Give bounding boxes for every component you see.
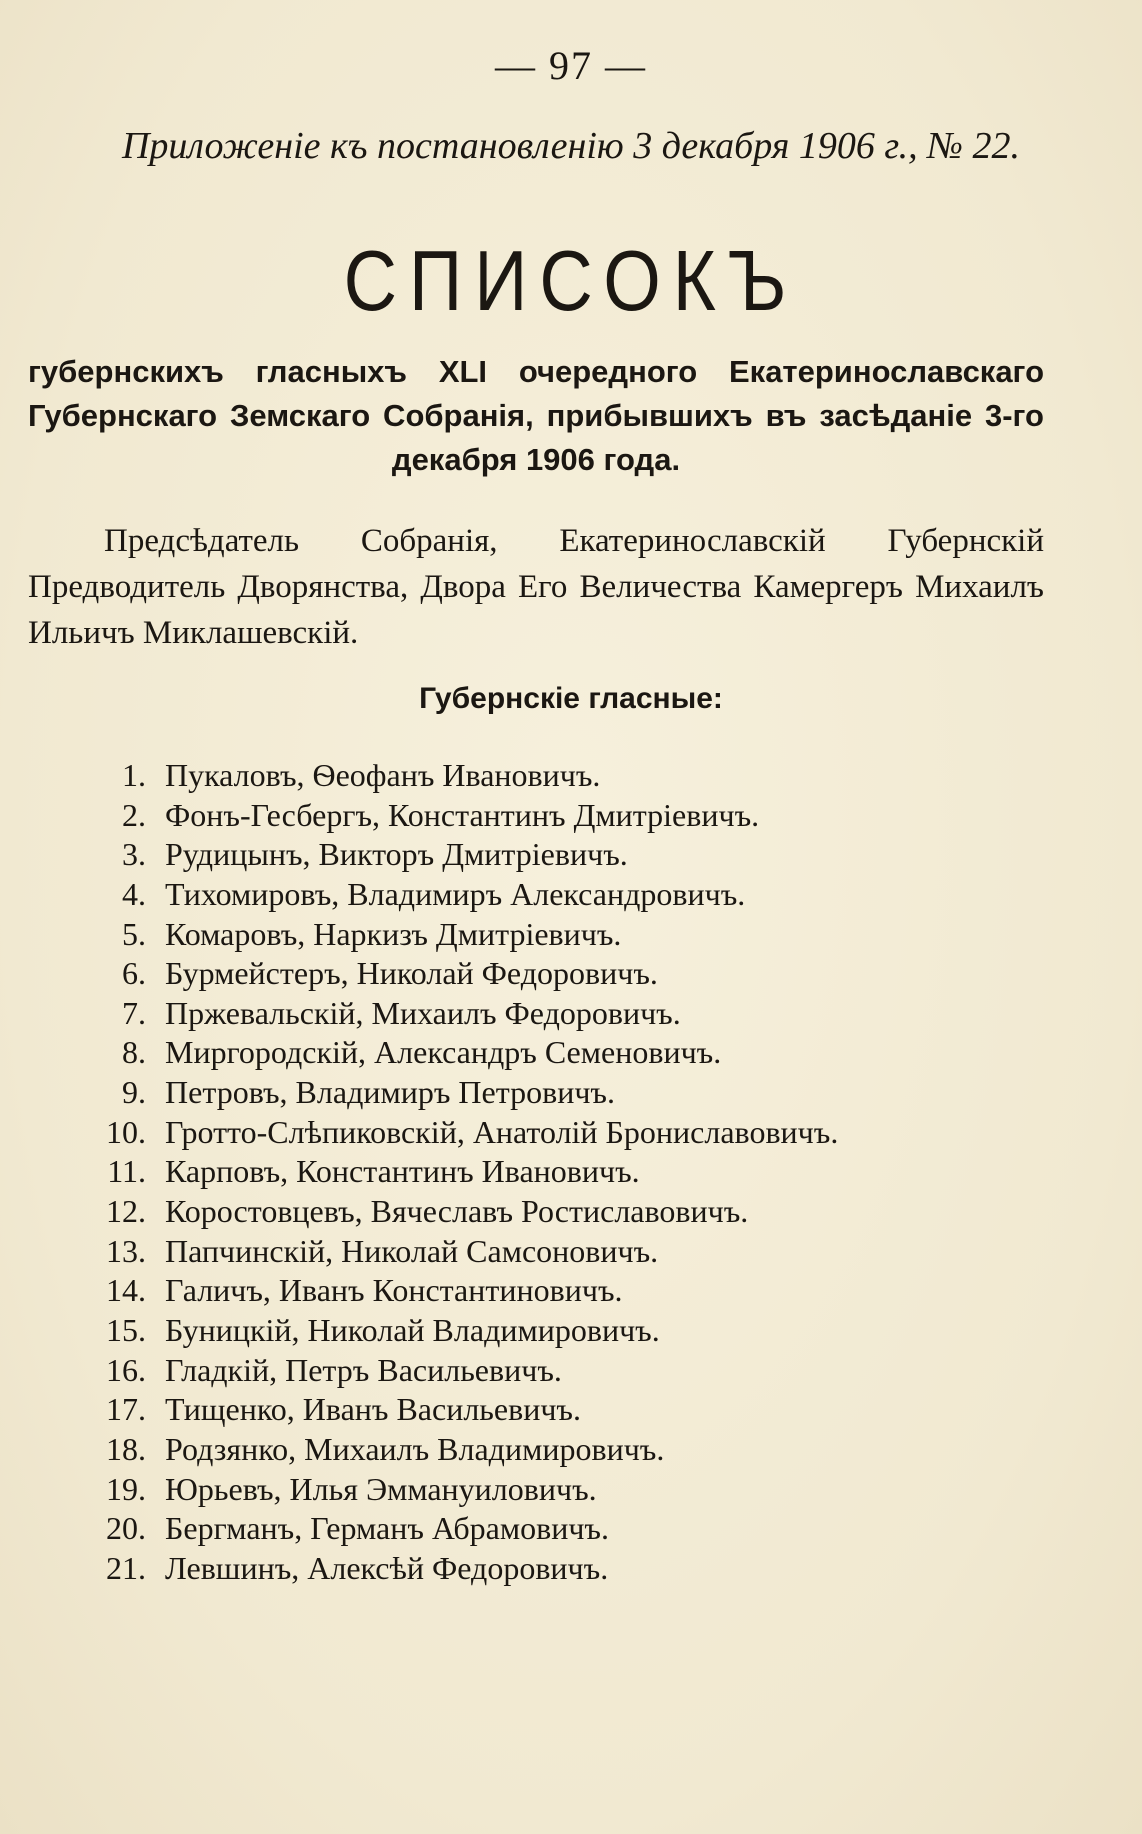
list-item-name: Папчинскій, Николай Самсоновичъ. (165, 1232, 659, 1269)
list-item-number: 1. (122, 757, 146, 793)
list-item (0, 795, 1142, 835)
list-item (0, 1032, 1142, 1072)
list-item-number: 2. (122, 796, 146, 833)
list-item-number: 11. (107, 1153, 146, 1190)
list-item (0, 1151, 1142, 1191)
list-item-name: Тищенко, Иванъ Васильевичъ. (165, 1391, 581, 1428)
list-item-number: 10. (106, 1113, 146, 1150)
list-item-number: 7. (122, 994, 146, 1031)
list-item-number: 17. (106, 1391, 146, 1428)
list-item-name: Гладкій, Петръ Васильевичъ. (165, 1351, 562, 1388)
list-item (0, 993, 1142, 1033)
list-item (0, 1191, 1142, 1231)
list-item-name: Фонъ-Гесбергъ, Константинъ Дмитріевичъ. (165, 796, 760, 833)
list-item (0, 755, 1142, 795)
list-item-name: Гротто-Слѣпиковскій, Анатолій Брониславовичъ. (165, 1113, 839, 1150)
list-item (0, 1508, 1142, 1548)
list-item (0, 1389, 1142, 1429)
list-item-number: 5. (122, 915, 146, 952)
list-item (0, 834, 1142, 874)
list-item-name: Левшинъ, Алексѣй Федоровичъ. (165, 1549, 609, 1586)
chairman-paragraph: Предсѣдатель Собранія, Екатеринославскій Губернскій Предводитель Дворянства, Двора Его Величества Камергеръ Михаилъ Ильичъ Миклашевскій. (28, 523, 1044, 651)
list-item (0, 1429, 1142, 1469)
document-title: СПИСОКЪ (343, 233, 799, 329)
list-item (0, 1270, 1142, 1310)
list-item (0, 874, 1142, 914)
list-item-number: 19. (106, 1470, 146, 1507)
list-item-name: Рудицынъ, Викторъ Дмитріевичъ. (165, 836, 628, 873)
list-item (0, 1548, 1142, 1588)
list-item-name: Родзянко, Михаилъ Владимировичъ. (165, 1430, 665, 1467)
members-list (0, 755, 1142, 1587)
section-heading: Губернскіе гласные: (419, 682, 723, 715)
list-item (0, 1469, 1142, 1509)
list-item-number: 12. (106, 1193, 146, 1230)
list-item-number: 18. (106, 1430, 146, 1467)
list-item (0, 914, 1142, 954)
list-item-number: 8. (122, 1034, 146, 1071)
page-number: — 97 — (495, 43, 647, 88)
list-item (0, 1310, 1142, 1350)
list-item-number: 15. (106, 1311, 146, 1348)
list-item (0, 1072, 1142, 1112)
list-item-name: Коростовцевъ, Вячеславъ Ростиславовичъ. (165, 1193, 749, 1230)
document-subtitle: губернскихъ гласныхъ XLI очередного Екатеринославскаго Губернскаго Земскаго Собранія, прибывшихъ въ засѣданіе 3-го декабря 1906 года. (28, 354, 1044, 477)
list-item-number: 21. (106, 1549, 146, 1586)
list-item-name: Бергманъ, Германъ Абрамовичъ. (165, 1510, 609, 1547)
list-item-name: Буницкій, Николай Владимировичъ. (165, 1311, 660, 1348)
list-item-name: Галичъ, Иванъ Константиновичъ. (165, 1272, 623, 1309)
list-item (0, 1350, 1142, 1390)
list-item-name: Комаровъ, Наркизъ Дмитріевичъ. (165, 915, 622, 952)
list-item (0, 1112, 1142, 1152)
appendix-line: Приложеніе къ постановленію 3 декабря 1906 г., № 22. (121, 125, 1021, 167)
list-item-number: 14. (106, 1272, 146, 1309)
list-item-name: Юрьевъ, Илья Эммануиловичъ. (165, 1470, 597, 1507)
list-item-number: 9. (122, 1074, 146, 1111)
list-item-number: 16. (106, 1351, 146, 1388)
list-item-number: 20. (106, 1510, 146, 1547)
list-item-number: 3. (122, 836, 146, 873)
list-item (0, 953, 1142, 993)
list-item-number: 4. (122, 875, 146, 912)
list-item-name: Петровъ, Владимиръ Петровичъ. (165, 1074, 615, 1111)
list-item-number: 6. (122, 955, 146, 992)
list-item-name: Бурмейстеръ, Николай Федоровичъ. (165, 955, 658, 992)
list-item-name: Карповъ, Константинъ Ивановичъ. (165, 1153, 640, 1190)
list-item-number: 13. (106, 1232, 146, 1269)
list-item-name: Миргородскій, Александръ Семеновичъ. (165, 1034, 722, 1071)
list-item (0, 1231, 1142, 1271)
list-item-name: Тихомировъ, Владимиръ Александровичъ. (165, 875, 746, 912)
list-item-name: Пржевальскій, Михаилъ Федоровичъ. (165, 994, 681, 1031)
list-item-name: Пукаловъ, Ѳеофанъ Ивановичъ. (165, 757, 601, 793)
